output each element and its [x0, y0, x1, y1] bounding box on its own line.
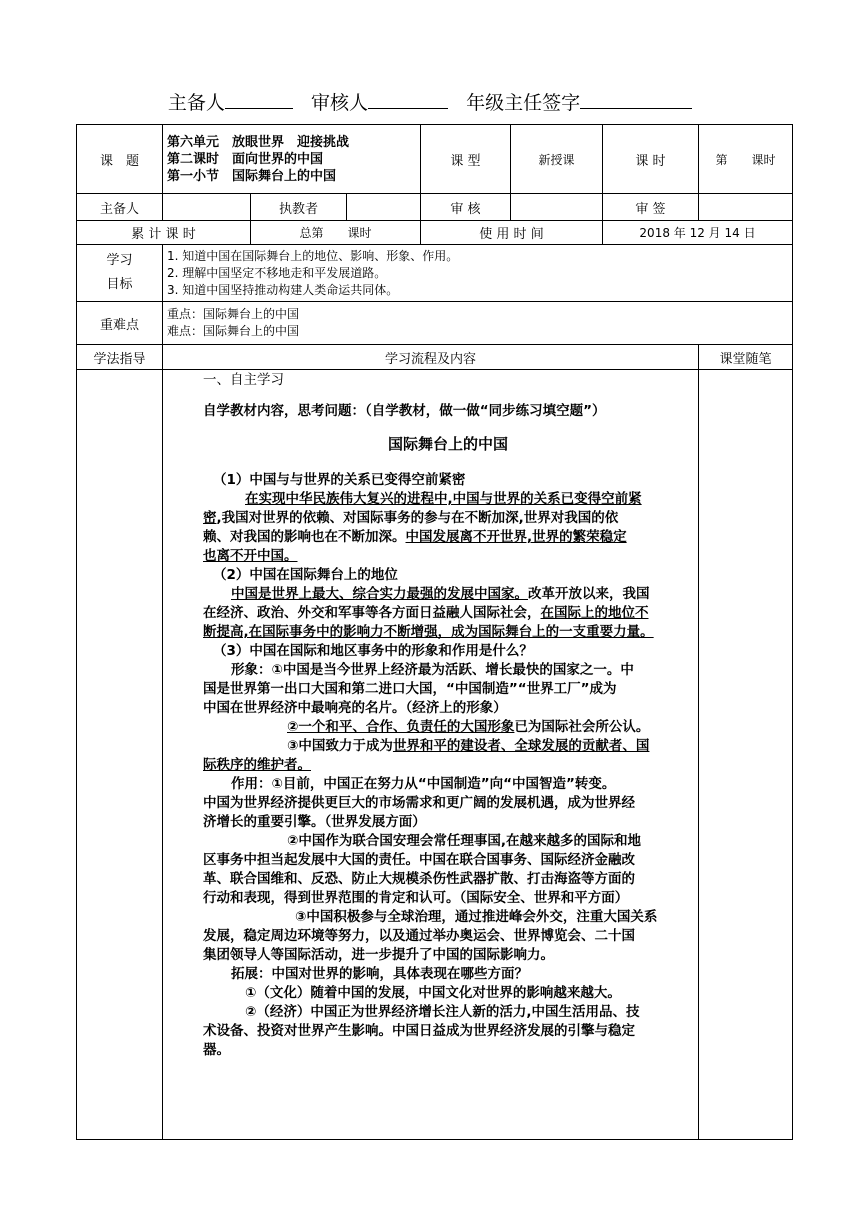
para: 行动和表现，得到世界范围的肯定和认可。（国际安全、世界和平方面）	[203, 890, 629, 906]
sign-label: 审 签	[603, 194, 699, 221]
goals-row	[77, 245, 793, 302]
preparer-row	[77, 194, 793, 221]
para: 器。	[203, 1042, 230, 1058]
para: ③中国致力于成为世界和平的建设者、全球发展的贡献者、国	[287, 738, 650, 754]
goals-label	[77, 245, 163, 302]
lesson-plan-table	[76, 124, 793, 1140]
reviewer-blank[interactable]	[368, 90, 448, 109]
use-time-label: 使 用 时 间	[421, 221, 603, 245]
difficult-point: 难点：国际舞台上的中国	[167, 324, 300, 338]
key-points-row	[77, 302, 793, 345]
para: 术设备、投资对世界产生影响。中国日益成为世界经济发展的引擎与稳定	[203, 1023, 635, 1039]
sign-value[interactable]	[699, 194, 793, 221]
main-preparer-blank[interactable]	[225, 90, 293, 109]
notes-label: 课堂随笔	[699, 345, 793, 370]
goals-label-2: 目标	[106, 277, 133, 292]
para: ①（文化）随着中国的发展，中国文化对世界的影响越来越大。	[245, 985, 621, 1001]
process-label: 学习流程及内容	[163, 345, 699, 370]
goal-item: 2. 理解中国坚定不移地走和平发展道路。	[167, 265, 387, 280]
para: 在实现中华民族伟大复兴的进程中,中国与世界的关系已变得空前紧	[245, 491, 642, 507]
lesson-title: 国际舞台上的中国	[387, 435, 508, 453]
period-label: 课 时	[603, 125, 699, 194]
goals-label-1: 学习	[106, 253, 133, 268]
topic-line-3: 第一小节 国际舞台上的中国	[167, 168, 337, 184]
para: 形象：①中国是当今世界上经济最为活跃、增长最快的国家之一。中	[231, 662, 634, 678]
content-body	[203, 370, 701, 1060]
signature-header	[0, 88, 860, 115]
goal-item: 1. 知道中国在国际舞台上的地位、影响、形象、作用。	[167, 248, 459, 263]
main-preparer-label: 主备人	[167, 92, 225, 114]
para: 赖、对我国的影响也在不断加深。中国发展离不开世界,世界的繁荣稳定	[203, 529, 627, 545]
para: 际秩序的维护者。	[203, 757, 311, 773]
type-value: 新授课	[511, 125, 603, 194]
subheading-3: （3）中国在国际和地区事务中的形象和作用是什么？	[213, 643, 533, 659]
para: ②（经济）中国正为世界经济增长注人新的活力,中国生活用品、技	[245, 1004, 640, 1020]
section-heading: 一、自主学习	[203, 372, 284, 388]
topic-line-1: 第六单元 放眼世界 迎接挑战	[167, 134, 350, 150]
goals-list	[163, 245, 793, 302]
para: 断提高,在国际事务中的影响力不断增强，成为国际舞台上的一支重要力量。	[203, 624, 654, 640]
para: 密,我国对世界的依赖、对国际事务的参与在不断加深,世界对我国的依	[203, 510, 619, 526]
para: 济增长的重要引擎。（世界发展方面）	[203, 814, 426, 830]
content-cell	[163, 370, 699, 1140]
executor-value[interactable]	[347, 194, 421, 221]
key-label: 重难点	[77, 302, 163, 345]
review-label: 审 核	[421, 194, 511, 221]
period-value: 第 课时	[699, 125, 793, 194]
para: 革、联合国维和、反恐、防止大规模杀伤性武器扩散、打击海盗等方面的	[203, 871, 635, 887]
key-points	[163, 302, 793, 345]
grade-director-label: 年级主任签字	[466, 92, 581, 114]
reviewer-label: 审核人	[310, 92, 368, 114]
grade-director-blank[interactable]	[580, 90, 692, 109]
para: 区事务中担当起发展中大国的责任。中国在联合国事务、国际经济金融改	[203, 852, 635, 868]
cumulative-label: 累 计 课 时	[77, 221, 251, 245]
key-point: 重点：国际舞台上的中国	[167, 307, 300, 321]
para: 中国为世界经济提供更巨大的市场需求和更广阔的发展机遇，成为世界经	[203, 795, 635, 811]
para: 在经济、政治、外交和军事等各方面日益融人国际社会，在国际上的地位不	[203, 605, 649, 621]
section-header-row	[77, 345, 793, 370]
use-time-value: 2018 年 12 月 14 日	[603, 221, 793, 245]
method-label: 学法指导	[77, 345, 163, 370]
topic-value	[163, 125, 421, 194]
time-row	[77, 221, 793, 245]
review-value[interactable]	[511, 194, 603, 221]
para: 中国是世界上最大、综合实力最强的发展中国家。改革开放以来，我国	[231, 586, 650, 602]
para: 中国在世界经济中最响亮的名片。（经济上的形象）	[203, 700, 507, 716]
goal-item: 3. 知道中国坚持推动构建人类命运共同体。	[167, 282, 399, 297]
content-row	[77, 370, 793, 1140]
para: 也离不开中国。	[203, 548, 298, 564]
method-cell[interactable]	[77, 370, 163, 1140]
topic-label: 课 题	[77, 125, 163, 194]
subheading-1: （1）中国与与世界的关系已变得空前紧密	[213, 472, 466, 488]
preparer-value[interactable]	[163, 194, 251, 221]
total-periods: 总第 课时	[251, 221, 421, 245]
executor-label: 执教者	[251, 194, 347, 221]
topic-row	[77, 125, 793, 194]
type-label: 课 型	[421, 125, 511, 194]
para: 集团领导人等国际活动，进一步提升了中国的国际影响力。	[203, 947, 554, 963]
para: ③中国积极参与全球治理，通过推进峰会外交，注重大国关系	[295, 909, 658, 925]
para: ②一个和平、合作、负责任的大国形象已为国际社会所公认。	[287, 719, 650, 735]
para: ②中国作为联合国安理会常任理事国,在越来越多的国际和地	[287, 833, 642, 849]
subheading-2: （2）中国在国际舞台上的地位	[213, 567, 398, 583]
para: 作用：①目前，中国正在努力从“中国制造”向“中国智造”转变。	[231, 776, 616, 792]
preparer-label: 主备人	[77, 194, 163, 221]
para: 拓展：中国对世界的影响，具体表现在哪些方面？	[231, 966, 528, 982]
instruction: 自学教材内容，思考问题：（自学教材，做一做“同步练习填空题”）	[203, 403, 606, 419]
para: 国是世界第一出口大国和第二进口大国，“中国制造”“世界工厂”成为	[203, 681, 617, 697]
notes-cell[interactable]	[699, 370, 793, 1140]
topic-line-2: 第二课时 面向世界的中国	[167, 151, 324, 167]
para: 发展，稳定周边环境等努力，以及通过举办奥运会、世界博览会、二十国	[203, 928, 635, 944]
